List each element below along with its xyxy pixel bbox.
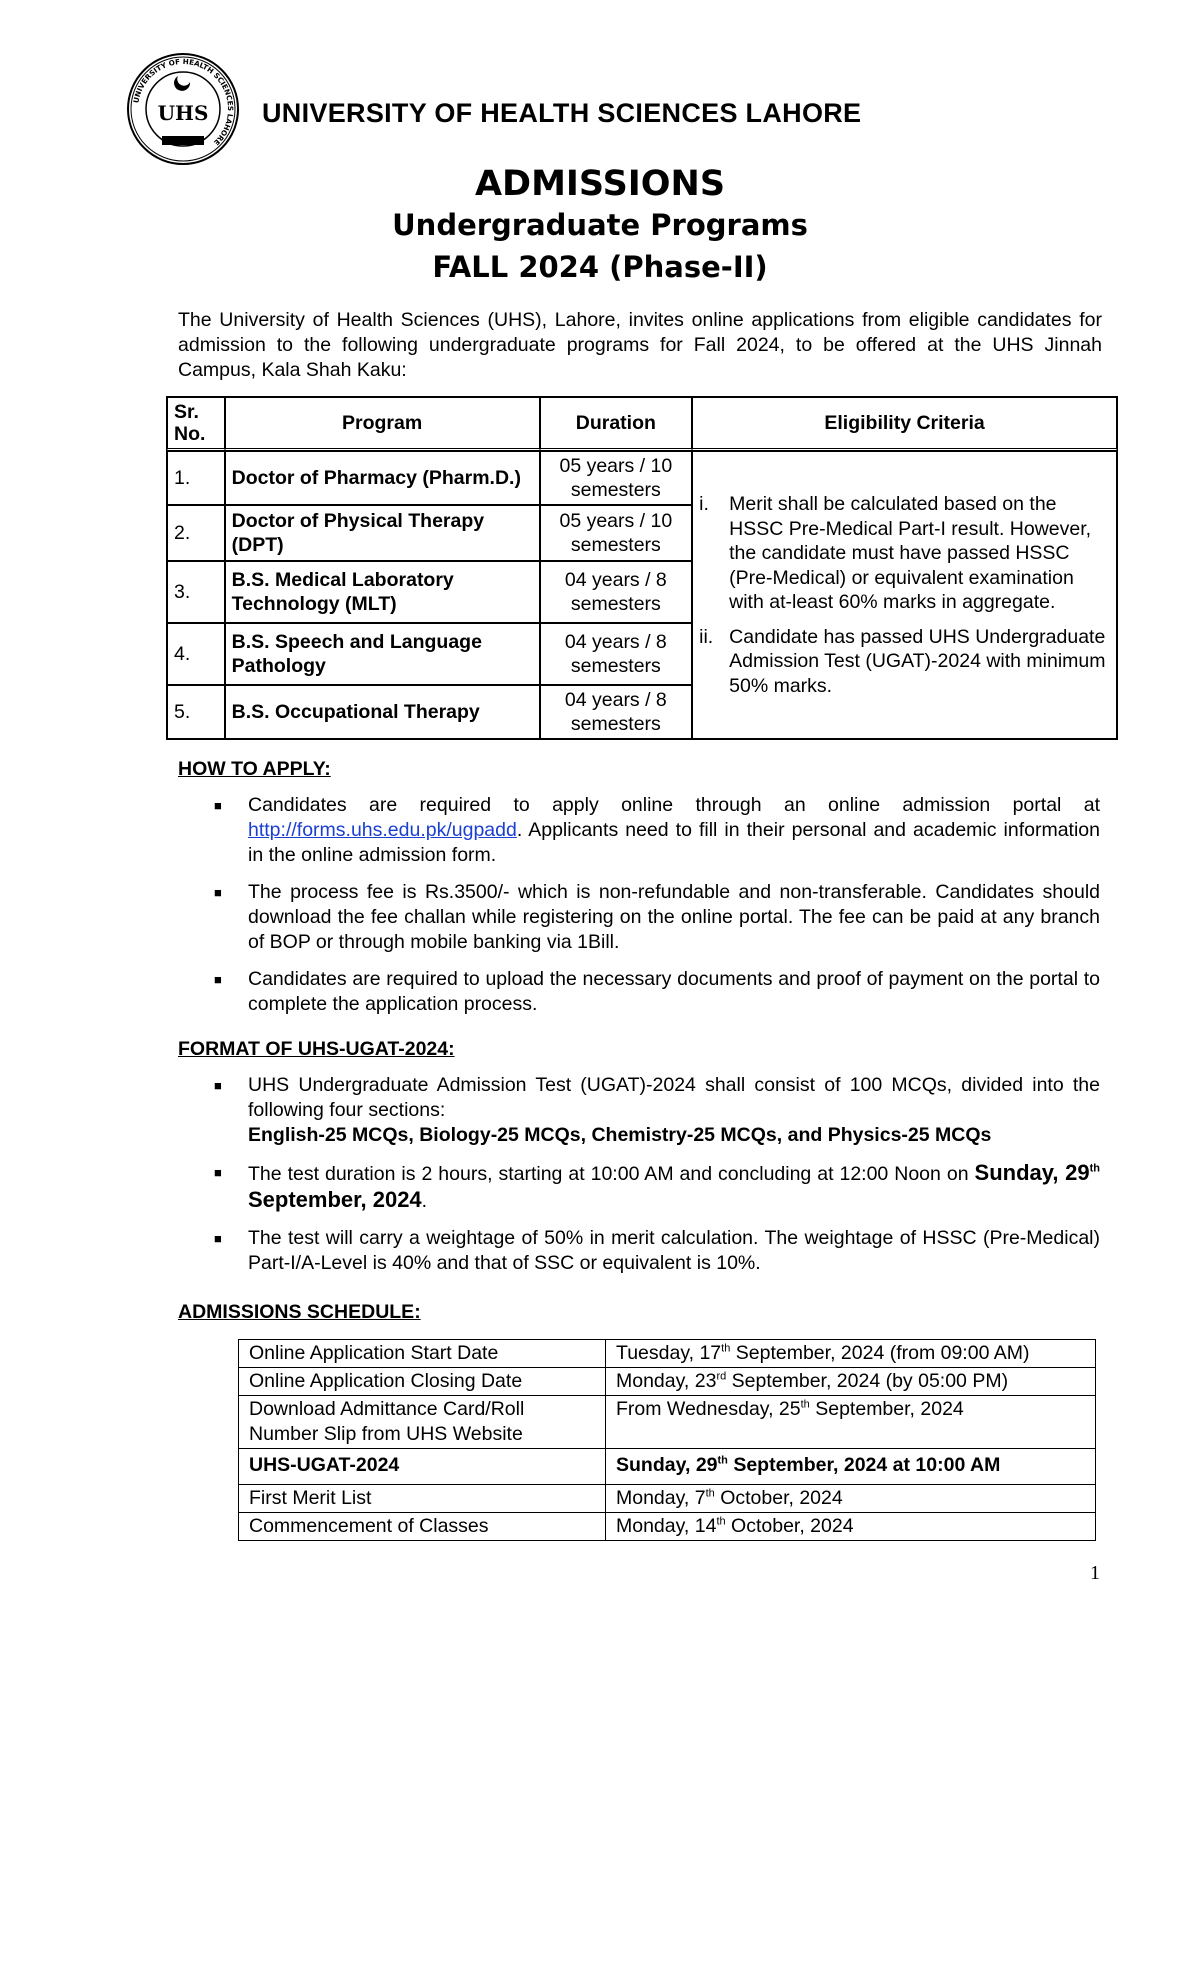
page-subtitle: Undergraduate Programs xyxy=(392,208,808,242)
schedule-label: UHS-UGAT-2024 xyxy=(239,1449,606,1485)
seal-monogram: UHS xyxy=(157,101,209,125)
date-text: September, 2024 xyxy=(809,1398,964,1420)
list-item xyxy=(214,880,1100,955)
sr-cell: 5. xyxy=(167,685,225,739)
date-text: Monday, 14 xyxy=(616,1515,717,1537)
apply-text: . Applicants need to fill in their personal and academic information in the online admission form. xyxy=(248,819,1100,866)
apply-text: Candidates are required to apply online through an online admission portal at xyxy=(248,794,1100,816)
list-item xyxy=(699,492,1110,615)
schedule-table xyxy=(238,1339,1096,1541)
square-bullet-icon: ■ xyxy=(214,798,222,813)
schedule-label: Online Application Closing Date xyxy=(239,1368,606,1396)
duration-cell: 04 years / 8 semesters xyxy=(540,623,693,685)
schedule-value xyxy=(606,1368,1096,1396)
programs-table xyxy=(166,396,1118,740)
uhs-seal-icon xyxy=(126,52,240,166)
table-row xyxy=(239,1396,1096,1449)
intro-paragraph: The University of Health Sciences (UHS), Lahore, invites online applications from eligible candidates for admission to the following undergraduate programs for Fall 2024, to be offered at the UHS Jinnah Campus, Kala Shah Kaku: xyxy=(178,309,1102,381)
date-suffix: th xyxy=(717,1454,728,1467)
schedule-label: First Merit List xyxy=(239,1485,606,1513)
program-cell: B.S. Occupational Therapy xyxy=(225,685,540,739)
session-title: FALL 2024 (Phase-II) xyxy=(432,250,768,284)
schedule-label: Online Application Start Date xyxy=(239,1340,606,1368)
table-row xyxy=(239,1368,1096,1396)
format-list xyxy=(214,1073,1100,1288)
eligibility-text: Candidate has passed UHS Undergraduate Admission Test (UGAT)-2024 with minimum 50% marks. xyxy=(729,625,1106,697)
how-to-apply-list xyxy=(214,793,1100,1029)
program-cell: B.S. Medical Laboratory Technology (MLT) xyxy=(225,561,540,623)
date-text: Monday, 7 xyxy=(616,1487,706,1509)
eligibility-number: ii. xyxy=(699,625,714,648)
list-item xyxy=(214,967,1100,1017)
square-bullet-icon: ■ xyxy=(214,972,222,987)
date-suffix: rd xyxy=(716,1370,727,1383)
sr-cell: 4. xyxy=(167,623,225,685)
fee-text: The process fee is Rs.3500/- which is non-refundable and non-transferable. Candidates should download the fee challan while registering on the online portal. The fee can be paid at any branch of BOP or through mobile banking via 1Bill. xyxy=(248,881,1100,953)
date-suffix: th xyxy=(716,1515,726,1528)
date-text: September, 2024 at 10:00 AM xyxy=(727,1454,1001,1476)
format-sections: English-25 MCQs, Biology-25 MCQs, Chemistry-25 MCQs, and Physics-25 MCQs xyxy=(248,1124,992,1146)
duration-cell: 05 years / 10 semesters xyxy=(540,505,693,561)
square-bullet-icon: ■ xyxy=(214,1231,222,1246)
list-item xyxy=(214,1226,1100,1276)
date-text: September, 2024 (by 05:00 PM) xyxy=(726,1370,1009,1392)
weightage-text: The test will carry a weightage of 50% in merit calculation. The weightage of HSSC (Pre-Medical) Part-I/A-Level is 40% and that of SSC or equivalent is 10%. xyxy=(248,1227,1100,1274)
date-text: Tuesday, 17 xyxy=(616,1342,722,1364)
test-date-day: Sunday, 29 xyxy=(974,1160,1090,1185)
eligibility-number: i. xyxy=(699,493,709,515)
duration-cell: 04 years / 8 semesters xyxy=(540,561,693,623)
square-bullet-icon: ■ xyxy=(214,1078,222,1093)
table-row xyxy=(239,1340,1096,1368)
test-date-rest: September, 2024 xyxy=(248,1187,422,1212)
upload-text: Candidates are required to upload the necessary documents and proof of payment on the portal to complete the application process. xyxy=(248,968,1100,1015)
program-cell: Doctor of Physical Therapy (DPT) xyxy=(225,505,540,561)
program-cell: B.S. Speech and Language Pathology xyxy=(225,623,540,685)
header-duration: Duration xyxy=(540,397,693,451)
schedule-value xyxy=(606,1513,1096,1541)
eligibility-text: Merit shall be calculated based on the HSSC Pre-Medical Part-I result. However, the candidate must have passed HSSC (Pre-Medical) or equivalent examination with at-least 60% marks in aggregate. xyxy=(729,493,1092,613)
list-item xyxy=(214,1160,1100,1214)
date-text: From Wednesday, 25 xyxy=(616,1398,801,1420)
table-row xyxy=(239,1449,1096,1485)
format-heading: FORMAT OF UHS-UGAT-2024: xyxy=(178,1038,455,1060)
sr-cell: 1. xyxy=(167,451,225,505)
schedule-value xyxy=(606,1396,1096,1449)
table-row xyxy=(239,1513,1096,1541)
date-text: October, 2024 xyxy=(725,1515,854,1537)
date-suffix: th xyxy=(721,1342,731,1355)
schedule-value xyxy=(606,1340,1096,1368)
schedule-value xyxy=(606,1485,1096,1513)
program-cell: Doctor of Pharmacy (Pharm.D.) xyxy=(225,451,540,505)
list-item xyxy=(214,793,1100,868)
university-name: UNIVERSITY OF HEALTH SCIENCES LAHORE xyxy=(262,98,862,128)
list-item xyxy=(699,625,1110,699)
header-program: Program xyxy=(225,397,540,451)
square-bullet-icon: ■ xyxy=(214,885,222,900)
table-row xyxy=(239,1485,1096,1513)
square-bullet-icon: ■ xyxy=(214,1165,222,1180)
format-text: UHS Undergraduate Admission Test (UGAT)-2024 shall consist of 100 MCQs, divided into the following four sections: xyxy=(248,1074,1100,1121)
header-sr-no: Sr. No. xyxy=(167,397,225,451)
programs-table-header xyxy=(167,397,1117,451)
date-text: Monday, 23 xyxy=(616,1370,717,1392)
how-to-apply-heading: HOW TO APPLY: xyxy=(178,758,331,780)
duration-cell: 05 years / 10 semesters xyxy=(540,451,693,505)
schedule-label: Download Admittance Card/Roll Number Slip from UHS Website xyxy=(239,1396,606,1449)
sr-cell: 2. xyxy=(167,505,225,561)
schedule-value xyxy=(606,1449,1096,1485)
schedule-heading: ADMISSIONS SCHEDULE: xyxy=(178,1301,421,1323)
eligibility-cell xyxy=(692,451,1117,739)
page-title: ADMISSIONS xyxy=(474,164,726,204)
duration-text: The test duration is 2 hours, starting at 10:00 AM and concluding at 12:00 Noon on xyxy=(248,1163,969,1185)
date-text: Sunday, 29 xyxy=(616,1454,718,1476)
list-item xyxy=(214,1073,1100,1148)
duration-cell: 04 years / 8 semesters xyxy=(540,685,693,739)
test-date-suffix: th xyxy=(1089,1162,1100,1175)
eligibility-list xyxy=(699,492,1110,698)
date-suffix: th xyxy=(705,1487,715,1500)
admission-portal-link[interactable]: http://forms.uhs.edu.pk/ugpadd xyxy=(248,819,517,841)
page-number: 1 xyxy=(1090,1562,1100,1584)
table-row xyxy=(167,451,1117,505)
schedule-label: Commencement of Classes xyxy=(239,1513,606,1541)
sentence-end: . xyxy=(421,1190,428,1212)
date-text: October, 2024 xyxy=(714,1487,843,1509)
sr-cell: 3. xyxy=(167,561,225,623)
header-eligibility: Eligibility Criteria xyxy=(692,397,1117,451)
date-text: September, 2024 (from 09:00 AM) xyxy=(730,1342,1030,1364)
seal-ring-text: UNIVERSITY OF HEALTH SCIENCES LAHORE xyxy=(131,56,236,148)
date-suffix: th xyxy=(800,1398,810,1411)
